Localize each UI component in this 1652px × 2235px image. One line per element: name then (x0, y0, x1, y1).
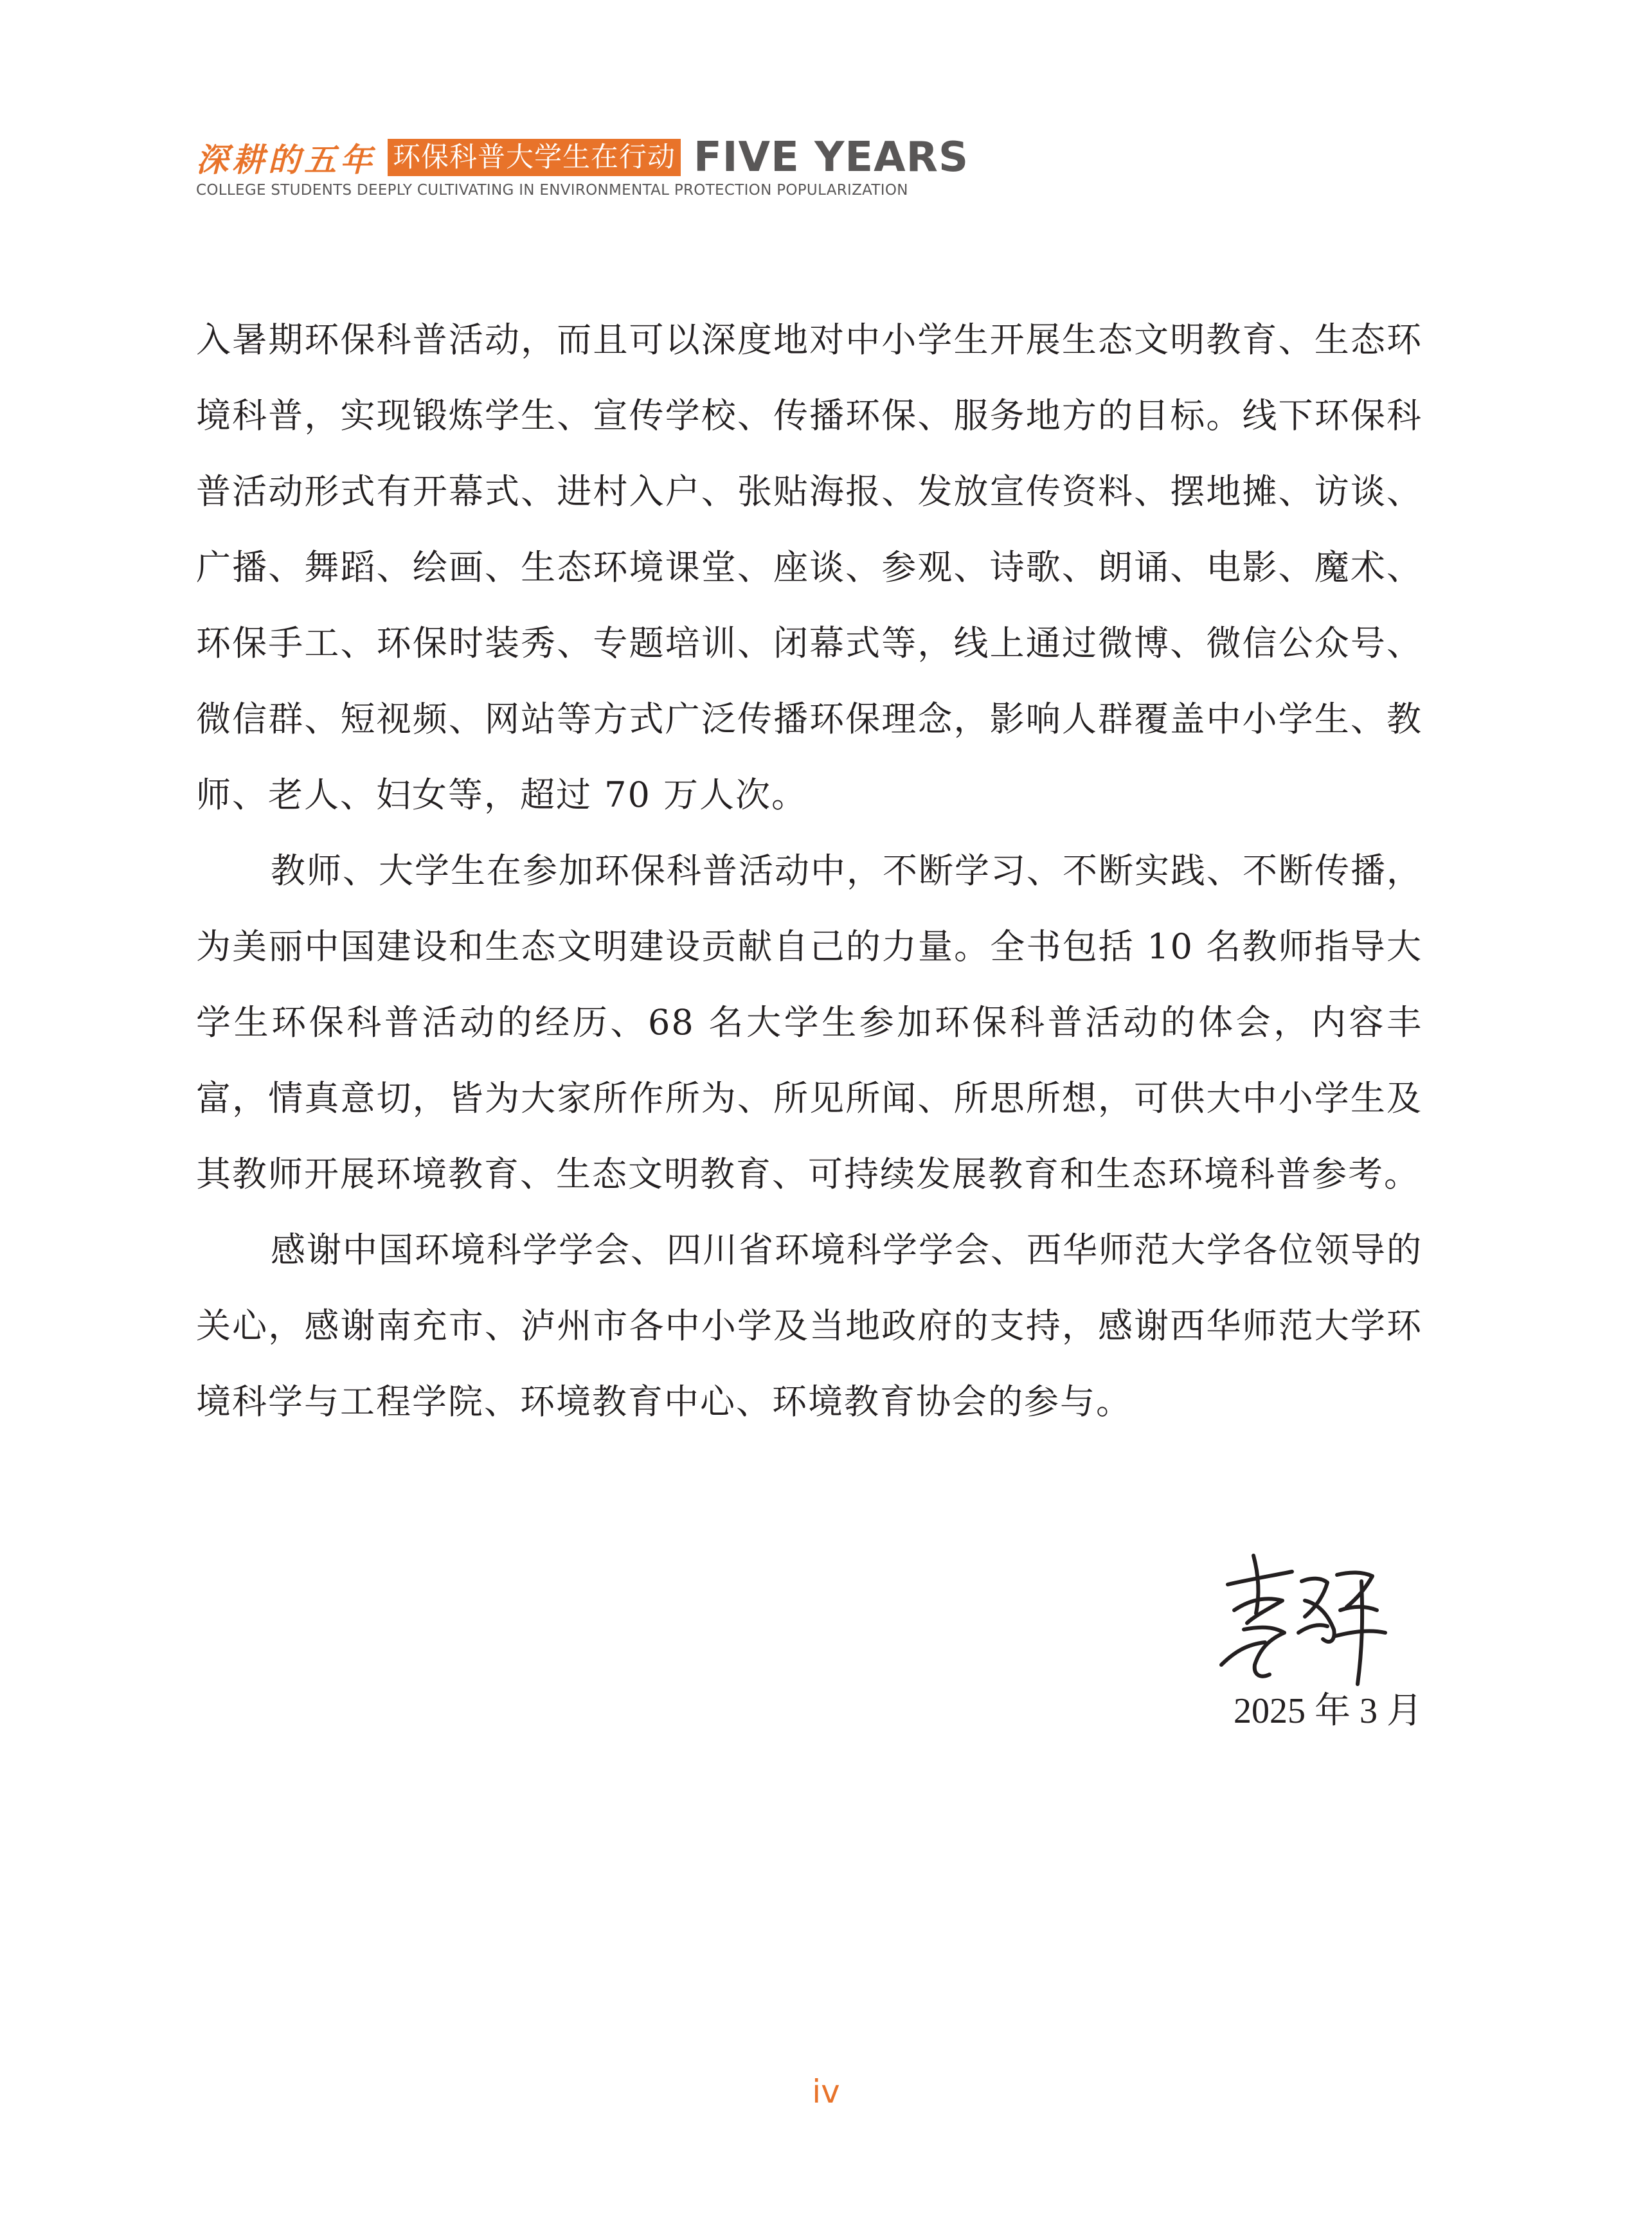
handwritten-signature (1208, 1536, 1401, 1697)
brand-title-cn: 深耕的五年 (196, 141, 376, 179)
paragraph: 入暑期环保科普活动，而且可以深度地对中小学生开展生态文明教育、生态环境科普，实现锻炼学生、宣传学校、传播环保、服务地方的目标。线下环保科普活动形式有开幕式、进村入户、张贴海报、发放宣传资料、摆地摊、访谈、广播、舞蹈、绘画、生态环境课堂、座谈、参观、诗歌、朗诵、电影、魔术、环保手工、环保时装秀、专题培训、闭幕式等，线上通过微博、微信公众号、微信群、短视频、网站等方式广泛传播环保理念，影响人群覆盖中小学生、教师、老人、妇女等，超过 70 万人次。 (196, 319, 1423, 815)
paragraph: 教师、大学生在参加环保科普活动中，不断学习、不断实践、不断传播，为美丽中国建设和生态文明建设贡献自己的力量。全书包括 10 名教师指导大学生环保科普活动的经历、68 名大学生参加环保科普活动的体会，内容丰富，情真意切，皆为大家所作所为、所见所闻、所思所想，可供大中小学生及其教师开展环境教育、生态文明教育、可持续发展教育和生态环境科普参考。 (196, 850, 1423, 1194)
brand-tagline-box: 环保科普大学生在行动 (388, 139, 681, 176)
brand-row (196, 132, 969, 183)
brand-subtitle: COLLEGE STUDENTS DEEPLY CULTIVATING IN ENVIRONMENTAL PROTECTION POPULARIZATION (196, 182, 908, 199)
page-number: iv (812, 2073, 840, 2110)
body-text (196, 302, 1423, 1440)
brand-title-en: FIVE YEARS (694, 134, 969, 181)
paragraph: 感谢中国环境科学学会、四川省环境科学学会、西华师范大学各位领导的关心，感谢南充市、泸州市各中小学及当地政府的支持，感谢西华师范大学环境科学与工程学院、环境教育中心、环境教育协会的参与。 (196, 1230, 1423, 1422)
page-header (196, 132, 967, 202)
signature-date: 2025 年 3 月 (1234, 1691, 1423, 1731)
